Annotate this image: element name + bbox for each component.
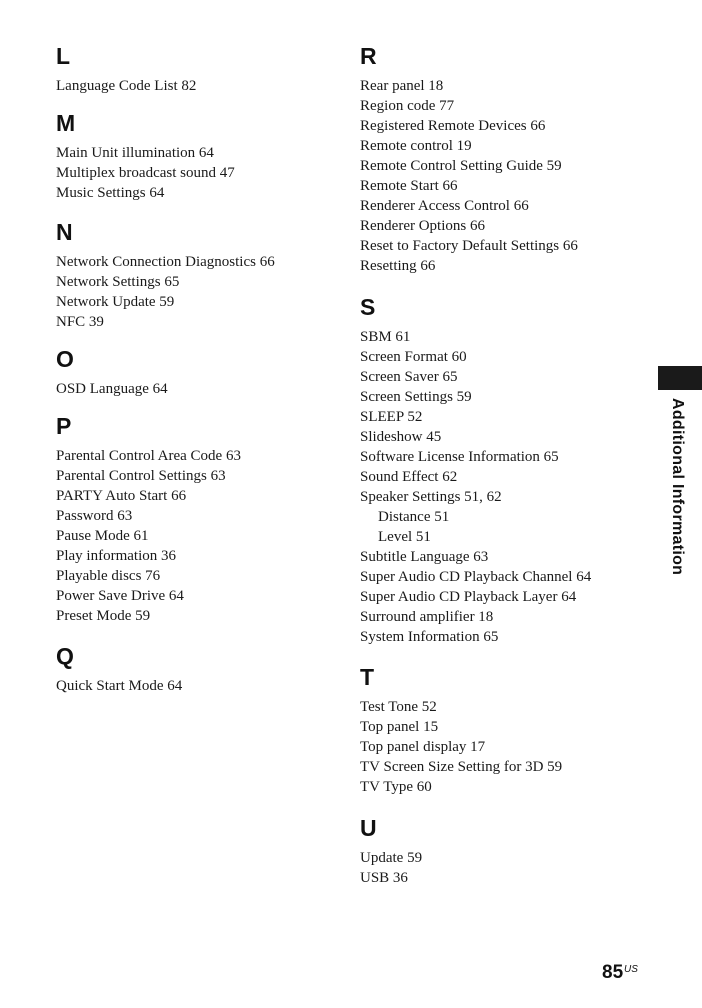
index-entry: Play information 36 xyxy=(56,548,176,564)
section-tab-marker xyxy=(658,366,702,390)
index-entry: Screen Format 60 xyxy=(360,349,467,365)
index-entry: Playable discs 76 xyxy=(56,568,161,584)
index-entry: Update 59 xyxy=(360,850,423,866)
section-letter-heading: T xyxy=(360,664,375,690)
section-letter-heading: Q xyxy=(56,643,74,669)
index-section-s xyxy=(360,293,640,647)
index-entry: Test Tone 52 xyxy=(360,699,437,715)
index-entry: Speaker Settings 51, 62 xyxy=(360,489,502,505)
page-number-suffix: US xyxy=(624,964,638,975)
index-entry: Network Update 59 xyxy=(56,294,175,310)
index-entry: SBM 61 xyxy=(360,329,411,345)
index-entry: NFC 39 xyxy=(56,314,104,330)
index-entry: Screen Saver 65 xyxy=(360,369,458,385)
section-letter-heading: O xyxy=(56,346,74,372)
section-letter-heading: M xyxy=(56,110,76,136)
index-section-o xyxy=(56,345,346,399)
index-entry: Preset Mode 59 xyxy=(56,608,151,624)
index-entry: Registered Remote Devices 66 xyxy=(360,118,546,134)
index-entry: Renderer Access Control 66 xyxy=(360,198,529,214)
index-entry: Remote Control Setting Guide 59 xyxy=(360,158,562,174)
index-entry: Main Unit illumination 64 xyxy=(56,145,214,161)
index-section-p xyxy=(56,412,346,626)
index-entry: Super Audio CD Playback Layer 64 xyxy=(360,589,577,605)
index-entry: Remote control 19 xyxy=(360,138,472,154)
index-entry: Screen Settings 59 xyxy=(360,389,472,405)
index-section-r xyxy=(360,42,640,276)
index-entry: Pause Mode 61 xyxy=(56,528,149,544)
index-entry: Network Settings 65 xyxy=(56,274,180,290)
index-entry: Power Save Drive 64 xyxy=(56,588,184,604)
index-entry: Renderer Options 66 xyxy=(360,218,485,234)
index-entry: System Information 65 xyxy=(360,629,499,645)
index-entry: PARTY Auto Start 66 xyxy=(56,488,187,504)
index-entry: OSD Language 64 xyxy=(56,381,168,397)
index-column-right xyxy=(360,42,640,888)
index-entry: Language Code List 82 xyxy=(56,78,197,94)
index-entry: Slideshow 45 xyxy=(360,429,442,445)
section-letter-heading: P xyxy=(56,413,72,439)
index-entry: Parental Control Settings 63 xyxy=(56,468,226,484)
index-entry: Parental Control Area Code 63 xyxy=(56,448,241,464)
index-entry: Network Connection Diagnostics 66 xyxy=(56,254,275,270)
section-letter-heading: U xyxy=(360,815,377,841)
index-section-u xyxy=(360,814,640,888)
index-column-left xyxy=(56,42,346,696)
index-entry: Multiplex broadcast sound 47 xyxy=(56,165,235,181)
index-entry: Reset to Factory Default Settings 66 xyxy=(360,238,578,254)
index-section-t xyxy=(360,663,640,797)
index-entry: Quick Start Mode 64 xyxy=(56,678,183,694)
index-entry: Top panel 15 xyxy=(360,719,439,735)
section-letter-heading: N xyxy=(56,219,73,245)
index-entry: Software License Information 65 xyxy=(360,449,559,465)
index-entry: Sound Effect 62 xyxy=(360,469,458,485)
index-entry: Resetting 66 xyxy=(360,258,436,274)
index-entry: Super Audio CD Playback Channel 64 xyxy=(360,569,592,585)
index-subentry: Level 51 xyxy=(378,529,431,545)
section-letter-heading: R xyxy=(360,43,377,69)
index-entry: Rear panel 18 xyxy=(360,78,444,94)
index-section-l xyxy=(56,42,346,96)
index-entry: Region code 77 xyxy=(360,98,455,114)
index-entry: Subtitle Language 63 xyxy=(360,549,489,565)
index-section-n xyxy=(56,218,346,332)
index-entry: Remote Start 66 xyxy=(360,178,458,194)
page-number: 85 xyxy=(602,962,624,983)
index-section-q xyxy=(56,642,346,696)
index-entry: Music Settings 64 xyxy=(56,185,165,201)
index-entry: Password 63 xyxy=(56,508,133,524)
index-entry: Top panel display 17 xyxy=(360,739,486,755)
index-section-m xyxy=(56,109,346,203)
section-letter-heading: L xyxy=(56,43,71,69)
index-entry: USB 36 xyxy=(360,870,408,886)
index-entry: Surround amplifier 18 xyxy=(360,609,494,625)
section-letter-heading: S xyxy=(360,294,376,320)
index-entry: SLEEP 52 xyxy=(360,409,423,425)
side-tab-label: Additional Information xyxy=(669,398,686,576)
index-entry: TV Screen Size Setting for 3D 59 xyxy=(360,759,563,775)
index-entry: TV Type 60 xyxy=(360,779,432,795)
index-subentry: Distance 51 xyxy=(378,509,450,525)
